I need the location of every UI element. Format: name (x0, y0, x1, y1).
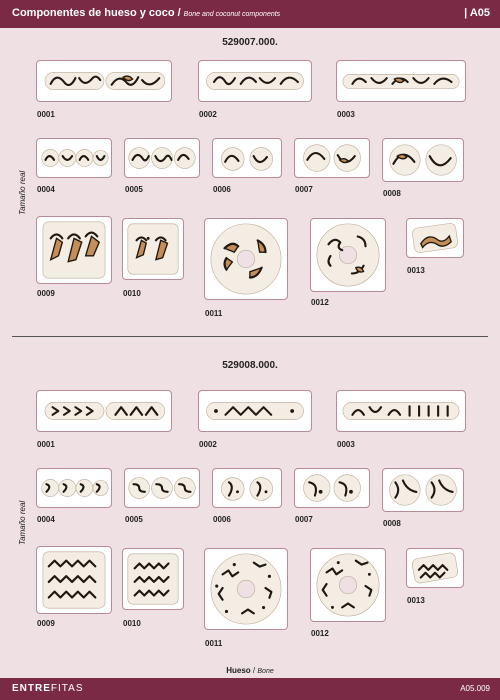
product-image[interactable] (124, 468, 200, 508)
page-footer (0, 678, 500, 700)
item-code: 0009 (37, 289, 55, 298)
product-image[interactable] (294, 138, 370, 178)
product-image[interactable] (310, 218, 386, 292)
item-code: 0013 (407, 596, 425, 605)
item-code: 0004 (37, 185, 55, 194)
section-1-reference: 529007.000. (222, 37, 278, 48)
item-code: 0002 (199, 110, 217, 119)
product-image[interactable] (198, 60, 312, 102)
product-image[interactable] (336, 60, 466, 102)
section-2-reference: 529008.000. (222, 360, 278, 371)
product-image[interactable] (124, 138, 200, 178)
product-image[interactable] (36, 390, 172, 432)
item-code: 0012 (311, 629, 329, 638)
item-code: 0010 (123, 289, 141, 298)
page-number: A05.009 (460, 684, 490, 693)
product-image[interactable] (198, 390, 312, 432)
item-code: 0008 (383, 189, 401, 198)
product-image[interactable] (36, 60, 172, 102)
product-image[interactable] (204, 218, 288, 300)
item-code: 0006 (213, 185, 231, 194)
product-image[interactable] (336, 390, 466, 432)
product-image[interactable] (36, 138, 112, 178)
material-caption (0, 666, 500, 675)
product-image[interactable] (382, 468, 464, 512)
product-image[interactable] (212, 468, 282, 508)
brand-logo (12, 683, 84, 694)
brand-bold: ENTRE (12, 683, 51, 694)
item-code: 0003 (337, 440, 355, 449)
product-image[interactable] (406, 548, 464, 588)
material-name: Hueso (226, 666, 251, 675)
item-code: 0012 (311, 298, 329, 307)
item-code: 0013 (407, 266, 425, 275)
product-image[interactable] (122, 548, 184, 610)
page-header (0, 0, 500, 28)
item-code: 0005 (125, 515, 143, 524)
item-code: 0003 (337, 110, 355, 119)
page-title (12, 7, 280, 19)
title-text: Componentes de hueso y coco (12, 7, 175, 19)
section-divider (12, 336, 488, 337)
item-code: 0007 (295, 515, 313, 524)
product-image[interactable] (382, 138, 464, 182)
section-code: | A05 (464, 7, 490, 19)
item-code: 0011 (205, 309, 223, 318)
item-code: 0001 (37, 110, 55, 119)
item-code: 0010 (123, 619, 141, 628)
item-code: 0008 (383, 519, 401, 528)
product-image[interactable] (36, 216, 112, 284)
item-code: 0004 (37, 515, 55, 524)
product-image[interactable] (310, 548, 386, 622)
title-separator: / (177, 7, 181, 19)
item-code: 0007 (295, 185, 313, 194)
product-image[interactable] (36, 546, 112, 614)
item-code: 0001 (37, 440, 55, 449)
title-subtitle: Bone and coconut components (183, 11, 281, 18)
section-1-side-label: Tamaño real (18, 170, 27, 215)
item-code: 0002 (199, 440, 217, 449)
item-code: 0006 (213, 515, 231, 524)
product-image[interactable] (36, 468, 112, 508)
material-separator: / (252, 666, 256, 675)
item-code: 0009 (37, 619, 55, 628)
item-code: 0011 (205, 639, 223, 648)
product-image[interactable] (122, 218, 184, 280)
section-2-side-label: Tamaño real (18, 500, 27, 545)
brand-light: FITAS (50, 683, 84, 694)
item-code: 0005 (125, 185, 143, 194)
product-image[interactable] (406, 218, 464, 258)
product-image[interactable] (204, 548, 288, 630)
product-image[interactable] (294, 468, 370, 508)
product-image[interactable] (212, 138, 282, 178)
material-translation: Bone (257, 668, 274, 675)
